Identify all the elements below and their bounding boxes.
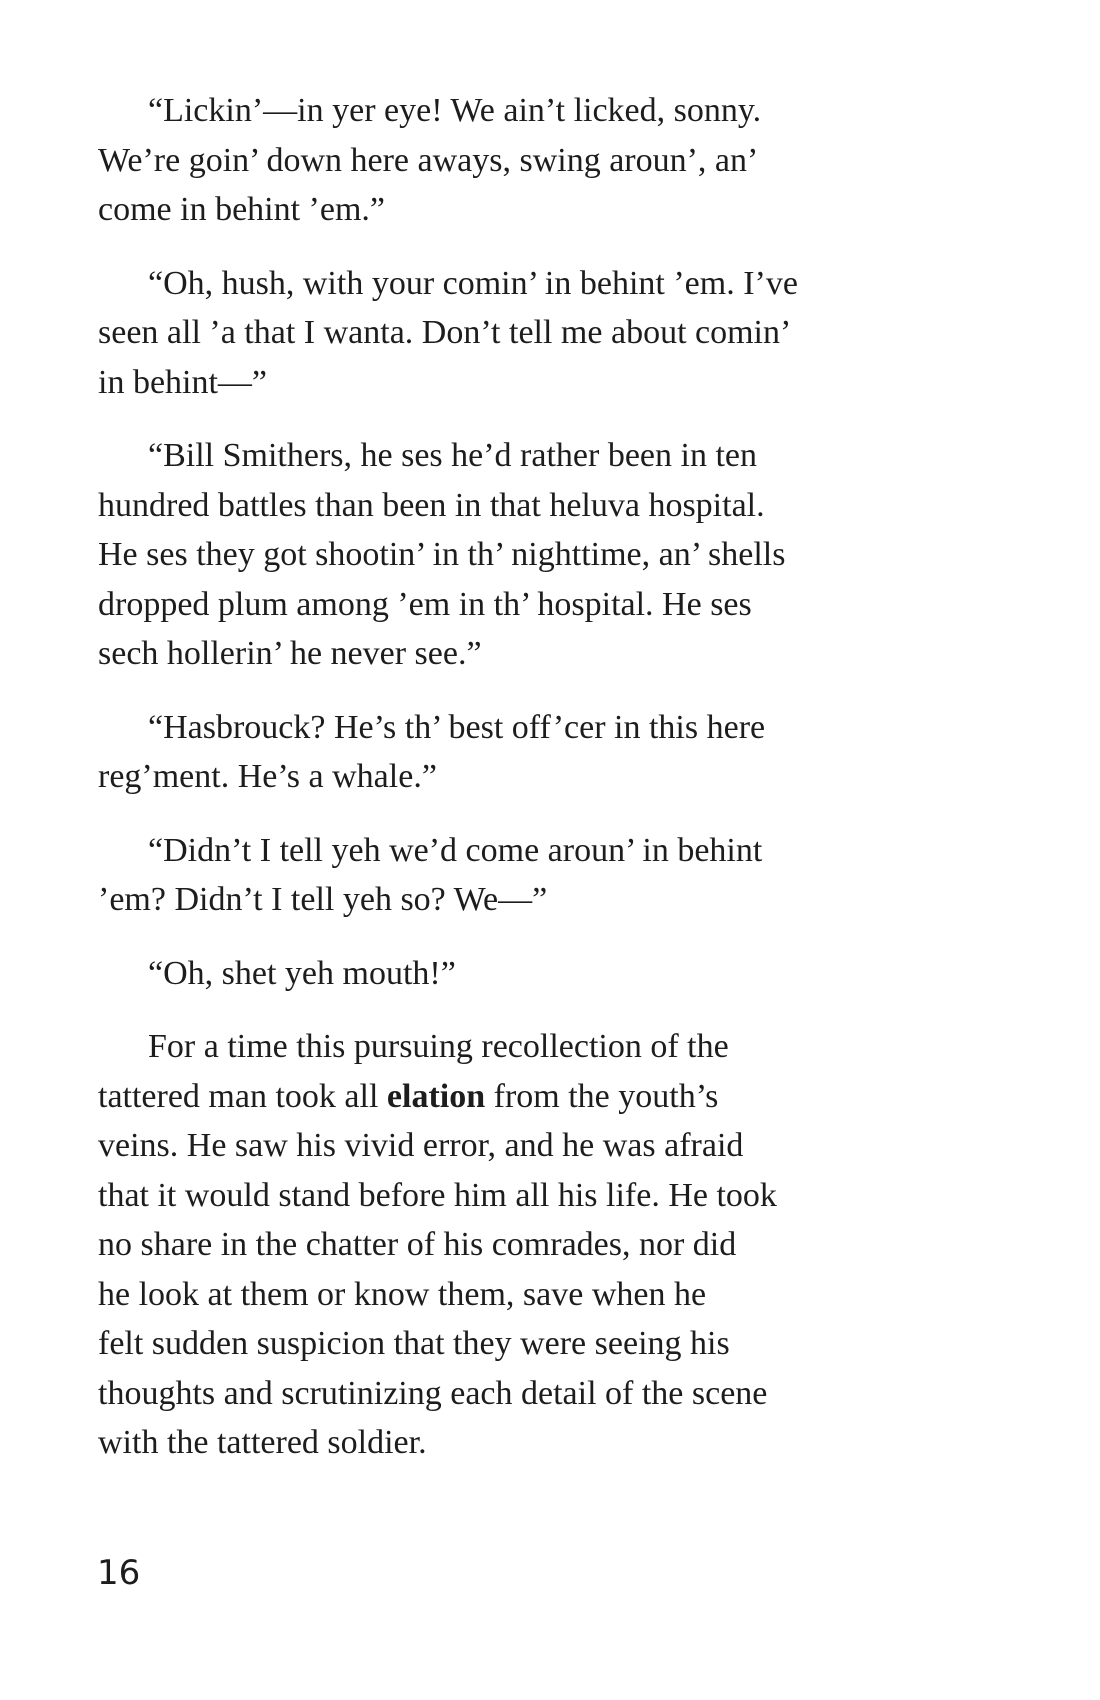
text-line: “Oh, shet yeh mouth!” <box>148 954 456 992</box>
text-line: “Bill Smithers, he ses he’d rather been in ten <box>148 437 757 474</box>
paragraph-4 <box>98 703 898 802</box>
vocabulary-word: elation <box>386 1077 486 1115</box>
text-line: veins. He saw his vivid error, and he was afraid <box>98 1127 744 1164</box>
text-line: in behint—” <box>98 363 268 401</box>
page-number: 16 <box>97 1553 141 1593</box>
text-line: dropped plum among ’em in th’ hospital. He ses <box>98 585 752 623</box>
text-line: “Hasbrouck? He’s th’ best off’cer in this here <box>148 708 766 746</box>
text-line: sech hollerin’ he never see.” <box>98 635 482 672</box>
paragraph-7 <box>98 1022 898 1468</box>
text-run: tattered man took all <box>98 1077 387 1115</box>
text-line: ’em? Didn’t I tell yeh so? We—” <box>98 881 548 918</box>
text-line: with the tattered soldier. <box>98 1424 427 1461</box>
paragraph-6 <box>98 949 898 999</box>
text-line: thoughts and scrutinizing each detail of the scene <box>98 1374 768 1412</box>
text-line: no share in the chatter of his comrades, nor did <box>98 1226 737 1263</box>
text-line: “Lickin’—in yer eye! We ain’t licked, sonny. <box>148 92 762 129</box>
text-line-with-bold <box>98 1072 898 1122</box>
text-line: We’re goin’ down here aways, swing aroun’, an’ <box>98 141 759 179</box>
paragraph-3 <box>98 431 898 679</box>
text-line: He ses they got shootin’ in th’ nighttime, an’ shells <box>98 536 786 573</box>
text-line: reg’ment. He’s a whale.” <box>98 758 437 795</box>
text-line: come in behint ’em.” <box>98 191 386 228</box>
page-body <box>98 86 898 1492</box>
text-line: “Didn’t I tell yeh we’d come aroun’ in behint <box>148 831 763 869</box>
text-line: seen all ’a that I wanta. Don’t tell me about comin’ <box>98 314 792 351</box>
text-line: hundred battles than been in that heluva hospital. <box>98 486 765 524</box>
text-line: he look at them or know them, save when he <box>98 1275 707 1313</box>
text-run: from the youth’s <box>485 1077 719 1115</box>
text-line: that it would stand before him all his life. He took <box>98 1176 777 1214</box>
text-line: For a time this pursuing recollection of the <box>148 1028 729 1065</box>
text-line: felt sudden suspicion that they were seeing his <box>98 1325 730 1362</box>
paragraph-5 <box>98 826 898 925</box>
text-line: “Oh, hush, with your comin’ in behint ’em. I’ve <box>148 264 798 302</box>
paragraph-1 <box>98 86 898 235</box>
paragraph-2 <box>98 259 898 408</box>
